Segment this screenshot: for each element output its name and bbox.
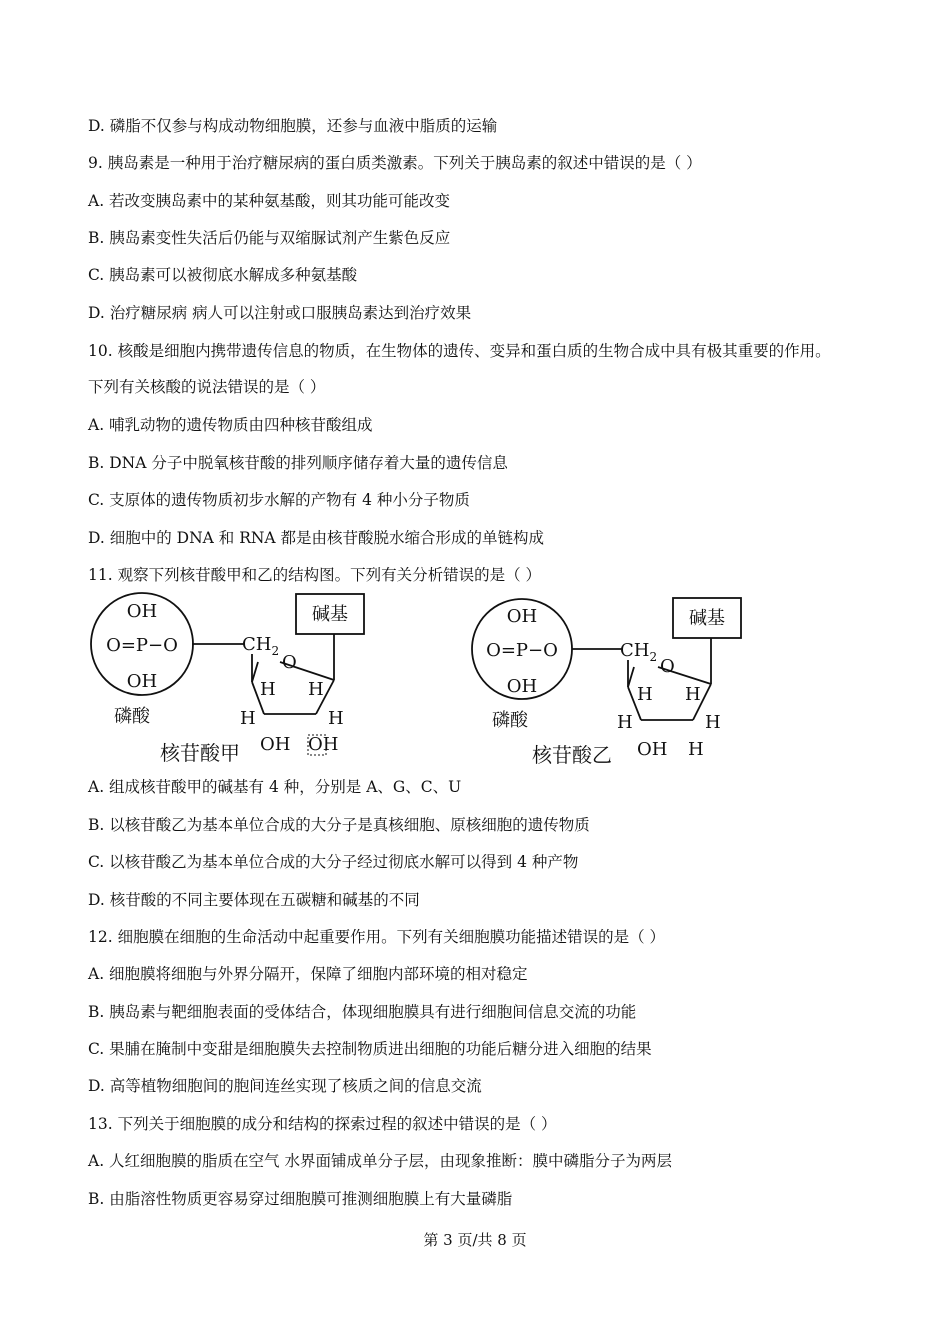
nucleotide-a-labels <box>106 601 348 765</box>
option-a-q10: A. 哺乳动物的遗传物质由四种核苷酸组成 <box>88 416 373 434</box>
phosphate-label-a: 磷酸 <box>114 706 150 727</box>
option-a-q13: A. 人红细胞膜的脂质在空气 水界面铺成单分子层，由现象推断：膜中磷脂分子为两层 <box>88 1152 672 1170</box>
option-d-q12: D. 高等植物细胞间的胞间连丝实现了核质之间的信息交流 <box>88 1077 482 1095</box>
oh-c3-a: OH <box>260 734 291 755</box>
ch2-a-sub: 2 <box>271 644 280 658</box>
ch2-b-main: CH <box>620 640 650 661</box>
ch2-a <box>242 634 279 658</box>
title-b: 核苷酸乙 <box>532 743 612 767</box>
option-b-q10: B. DNA 分子中脱氧核苷酸的排列顺序储存着大量的遗传信息 <box>88 454 508 472</box>
question-10: 10. 核酸是细胞内携带遗传信息的物质，在生物体的遗传、变异和蛋白质的生物合成中具有极其重要的作用。 <box>88 342 831 360</box>
question-9: 9. 胰岛素是一种用于治疗糖尿病的蛋白质类激素。下列关于胰岛素的叙述中错误的是（ ） <box>88 154 702 172</box>
ch2-b-sub: 2 <box>649 650 658 664</box>
h-left-down-a: H <box>240 708 256 729</box>
h-left-up-b: H <box>637 684 653 705</box>
option-a-q11: A. 组成核苷酸甲的碱基有 4 种，分别是 A、G、C、U <box>88 778 462 796</box>
option-d-q10: D. 细胞中的 DNA 和 RNA 都是由核苷酸脱水缩合形成的单链构成 <box>88 529 545 547</box>
oh-c3-b: OH <box>637 739 668 760</box>
oh-bottom-a: OH <box>126 671 158 692</box>
option-c-q11: C. 以核苷酸乙为基本单位合成的大分子经过彻底水解可以得到 4 种产物 <box>88 853 579 871</box>
option-c-q12: C. 果脯在腌制中变甜是细胞膜失去控制物质进出细胞的功能后糖分进入细胞的结果 <box>88 1040 652 1058</box>
question-10-cont: 下列有关核酸的说法错误的是（ ） <box>88 378 326 396</box>
base-label-a: 碱基 <box>312 604 348 625</box>
oh-bottom-b: OH <box>506 676 538 697</box>
oh-c2-a: OH <box>308 734 339 755</box>
option-d-q11: D. 核苷酸的不同主要体现在五碳糖和碱基的不同 <box>88 891 420 909</box>
base-label-b: 碱基 <box>689 608 725 629</box>
option-d-q9: D. 治疗糖尿病 病人可以注射或口服胰岛素达到治疗效果 <box>88 304 472 322</box>
h-right-down-a: H <box>328 708 344 729</box>
ring-o-b: O <box>660 656 675 677</box>
ch2-a-main: CH <box>242 634 272 655</box>
h-left-down-b: H <box>617 712 633 733</box>
option-c-q9: C. 胰岛素可以被彻底水解成多种氨基酸 <box>88 266 358 284</box>
ring-o-a: O <box>282 652 297 673</box>
title-a: 核苷酸甲 <box>160 741 240 765</box>
oh-top-a: OH <box>126 601 158 622</box>
option-b-q12: B. 胰岛素与靶细胞表面的受体结合，体现细胞膜具有进行细胞间信息交流的功能 <box>88 1003 637 1021</box>
option-b-q13: B. 由脂溶性物质更容易穿过细胞膜可推测细胞膜上有大量磷脂 <box>88 1190 513 1208</box>
phosphate-label-b: 磷酸 <box>492 710 528 731</box>
option-a-q9: A. 若改变胰岛素中的某种氨基酸，则其功能可能改变 <box>88 192 451 210</box>
page-footer: 第 3 页/共 8 页 <box>423 1231 527 1249</box>
question-12: 12. 细胞膜在细胞的生命活动中起重要作用。下列有关细胞膜功能描述错误的是（ ） <box>88 928 666 946</box>
nucleotide-b-labels <box>486 606 725 767</box>
phosphate-row-b: O=P−O <box>486 640 558 661</box>
h-c2-b: H <box>688 739 704 760</box>
question-11: 11. 观察下列核苷酸甲和乙的结构图。下列有关分析错误的是（ ） <box>88 566 542 584</box>
h-right-up-b: H <box>685 684 701 705</box>
question-13: 13. 下列关于细胞膜的成分和结构的探索过程的叙述中错误的是（ ） <box>88 1115 557 1133</box>
option-c-q10: C. 支原体的遗传物质初步水解的产物有 4 种小分子物质 <box>88 491 470 509</box>
option-b-q9: B. 胰岛素变性失活后仍能与双缩脲试剂产生紫色反应 <box>88 229 451 247</box>
h-right-down-b: H <box>705 712 721 733</box>
option-d-q8: D. 磷脂不仅参与构成动物细胞膜，还参与血液中脂质的运输 <box>88 117 498 135</box>
oh-top-b: OH <box>506 606 538 627</box>
nucleotide-diagram <box>80 592 780 772</box>
ch2-b <box>620 640 657 664</box>
option-b-q11: B. 以核苷酸乙为基本单位合成的大分子是真核细胞、原核细胞的遗传物质 <box>88 816 590 834</box>
option-a-q12: A. 细胞膜将细胞与外界分隔开，保障了细胞内部环境的相对稳定 <box>88 965 528 983</box>
phosphate-row-a: O=P−O <box>106 635 178 656</box>
h-left-up-a: H <box>260 679 276 700</box>
h-right-up-a: H <box>308 679 324 700</box>
